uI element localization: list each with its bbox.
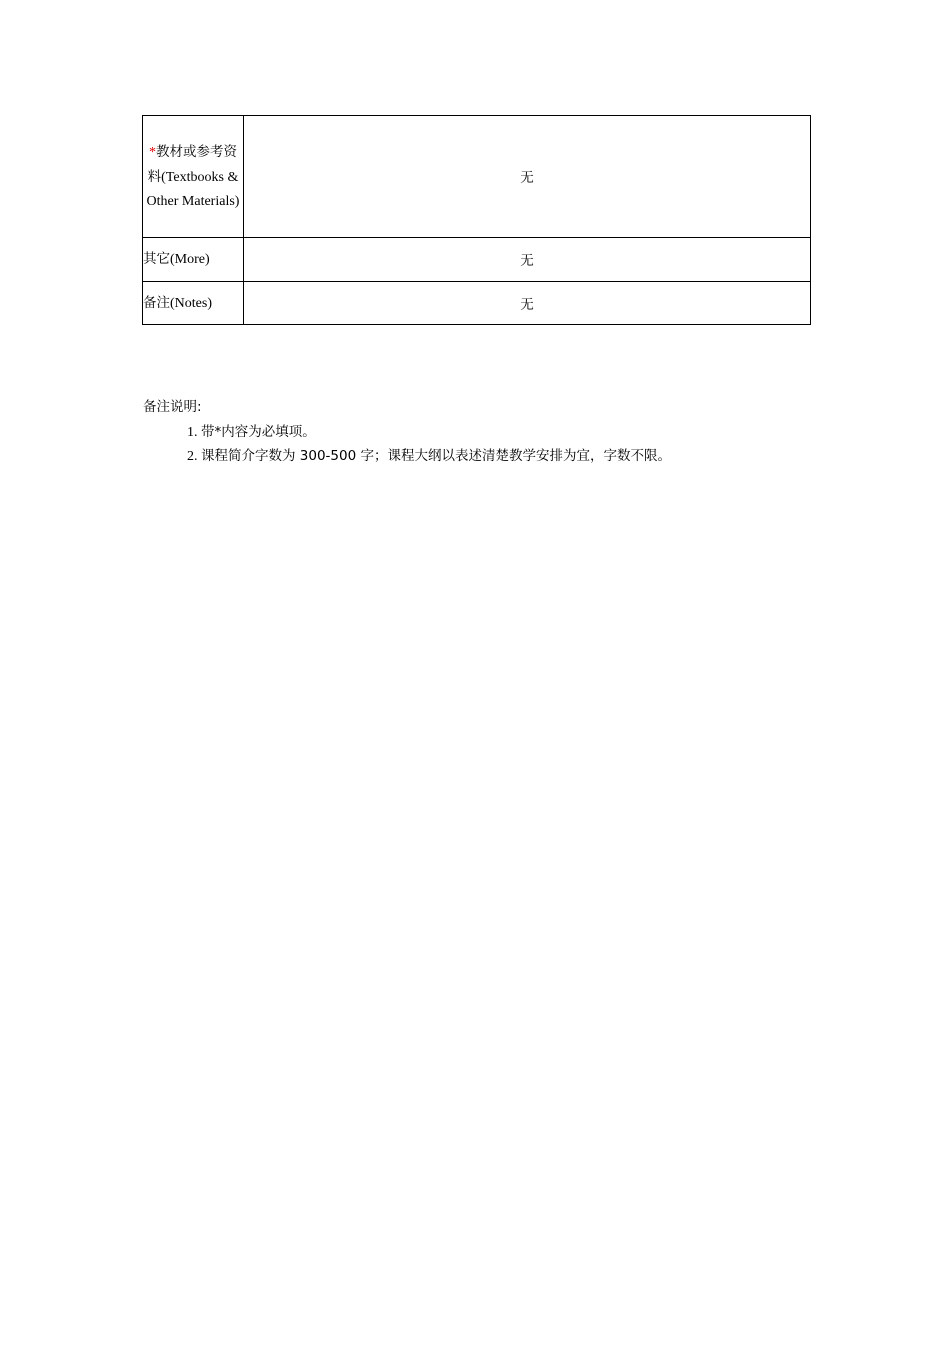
textbooks-label-cn: 教材或参考资料 [147, 143, 237, 185]
more-label-en: (More) [170, 252, 210, 267]
list-item-number: 2. [187, 449, 198, 464]
notes-label-en: (Notes) [170, 295, 212, 311]
notes-value: 无 [520, 296, 534, 313]
required-asterisk: * [149, 144, 156, 160]
textbooks-value: 无 [520, 170, 534, 186]
notes-list [143, 420, 671, 468]
list-item [187, 420, 671, 444]
notes-title: 备注说明: [143, 399, 202, 415]
course-info-table [142, 115, 811, 325]
more-value: 无 [520, 253, 534, 269]
textbooks-value-cell [244, 116, 811, 238]
more-value-cell [244, 238, 811, 282]
notes-label-cn: 备注 [143, 294, 170, 311]
notes-section [143, 396, 671, 468]
list-item [187, 444, 671, 468]
notes-value-cell [244, 282, 811, 325]
table-row-more [143, 238, 811, 282]
textbooks-label-cell [143, 116, 244, 238]
more-label-cell [143, 238, 244, 282]
notes-label-cell [143, 282, 244, 325]
more-label-cn: 其它 [143, 251, 170, 267]
list-item-text: 带*内容为必填项。 [201, 424, 316, 440]
table-row-textbooks [143, 116, 811, 238]
textbooks-label-en: (Textbooks & Other Materials) [146, 169, 240, 209]
list-item-text: 课程简介字数为 300-500 字；课程大纲以表述清楚教学安排为宜，字数不限。 [201, 448, 671, 464]
list-item-number: 1. [187, 425, 198, 440]
table-row-notes [143, 282, 811, 325]
